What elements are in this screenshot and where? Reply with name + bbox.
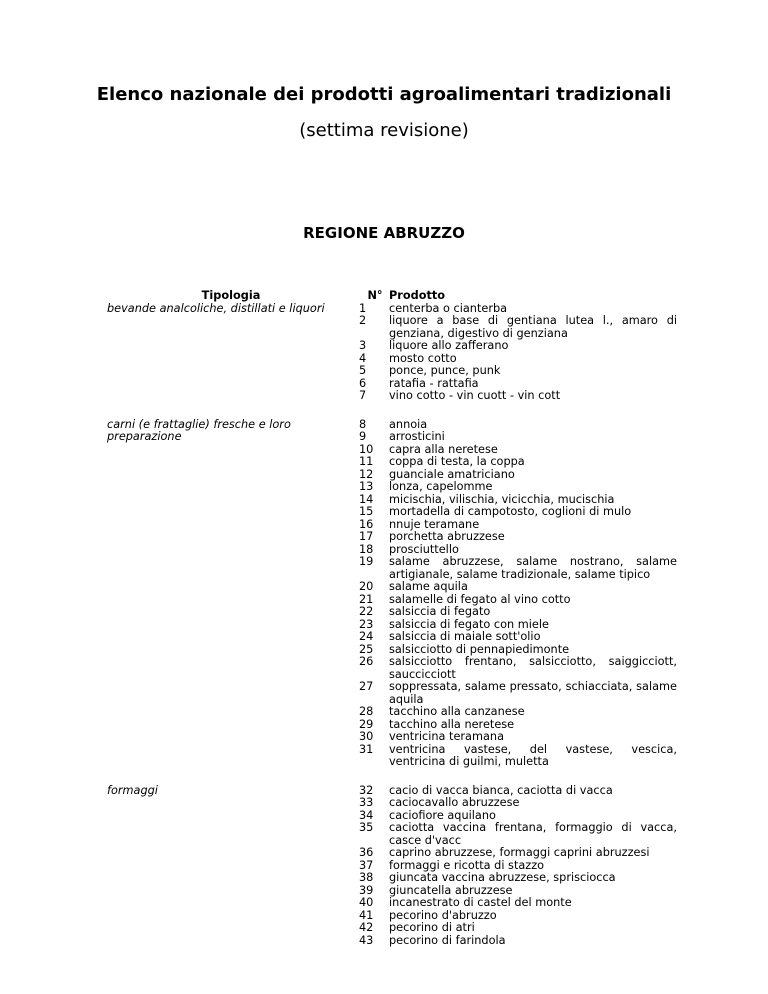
product-number: 25 — [359, 642, 374, 656]
product-number: 20 — [359, 580, 374, 593]
category-label: formaggi — [107, 783, 158, 797]
table-row — [355, 706, 677, 719]
product-name: tacchino alla canzanese — [389, 705, 525, 718]
product-number: 1 — [359, 301, 367, 315]
table-row — [355, 744, 677, 769]
product-rows — [355, 785, 677, 948]
product-number: 4 — [359, 351, 367, 365]
product-name: micischia, vilischia, vicicchia, mucischia — [389, 492, 615, 506]
product-number: 7 — [359, 389, 367, 402]
product-number: 42 — [359, 921, 374, 934]
product-number: 21 — [359, 592, 374, 606]
product-name: ratafia - rattafia — [389, 376, 479, 390]
table-row — [355, 365, 677, 378]
product-number: 22 — [359, 605, 374, 618]
product-name: soppressata, salame pressato, schiacciata, salame aquila — [389, 680, 677, 706]
product-number: 41 — [359, 908, 374, 922]
table-row — [355, 731, 677, 744]
category-group — [107, 303, 677, 403]
product-name: arrosticini — [389, 430, 445, 443]
category-group — [107, 419, 677, 769]
product-name: ventricina teramana — [389, 730, 504, 743]
products-table — [107, 290, 677, 947]
page-title: Elenco nazionale dei prodotti agroalimentari tradizionali — [96, 84, 672, 105]
category-group — [107, 785, 677, 948]
table-row — [355, 315, 677, 340]
product-name: caciotta vaccina frentana, formaggio di vacca, casce d'vacc — [389, 821, 677, 847]
product-number: 16 — [359, 517, 374, 531]
product-number: 34 — [359, 808, 374, 822]
product-number: 43 — [359, 933, 374, 947]
product-number: 33 — [359, 796, 374, 809]
product-number: 13 — [359, 480, 374, 493]
table-header — [107, 290, 677, 303]
table-row — [355, 897, 677, 910]
product-name: pecorino d'abruzzo — [389, 908, 497, 922]
table-row — [355, 606, 677, 619]
product-number: 26 — [359, 655, 374, 668]
product-name: salsicciotto frentano, salsicciotto, saiggicciott, sauccicciott — [389, 655, 677, 681]
table-row — [355, 340, 677, 353]
product-name: capra alla neretese — [389, 442, 498, 456]
product-number: 14 — [359, 492, 374, 506]
product-number: 28 — [359, 705, 374, 718]
product-name: salamelle di fegato al vino cotto — [389, 592, 571, 606]
product-rows — [355, 303, 677, 403]
product-number: 32 — [359, 783, 374, 797]
product-number: 6 — [359, 376, 367, 390]
table-row — [355, 922, 677, 935]
product-name: caciofiore aquilano — [389, 808, 496, 822]
category-label: carni (e frattaglie) fresche e loro preparazione — [107, 417, 291, 443]
product-number: 2 — [359, 314, 367, 327]
header-prodotto: Prodotto — [389, 289, 446, 302]
product-name: tacchino alla neretese — [389, 717, 515, 731]
product-number: 3 — [359, 339, 367, 352]
product-name: mortadella di campotosto, coglioni di mulo — [389, 505, 632, 518]
region-heading: REGIONE ABRUZZO — [303, 224, 465, 242]
table-row — [355, 506, 677, 519]
table-row — [355, 935, 677, 948]
product-number: 10 — [359, 442, 374, 456]
product-name: cacio di vacca bianca, caciotta di vacca — [389, 783, 613, 797]
product-number: 36 — [359, 846, 374, 859]
page-subtitle: (settima revisione) — [299, 120, 469, 141]
product-name: incanestrato di castel del monte — [389, 896, 572, 909]
product-name: ventricina vastese, del vastese, vescica, ventricina di guilmi, muletta — [389, 742, 677, 768]
product-name: lonza, capelomme — [389, 480, 493, 493]
product-number: 23 — [359, 617, 374, 631]
product-name: caprino abruzzese, formaggi caprini abruzzesi — [389, 846, 650, 859]
product-number: 29 — [359, 717, 374, 731]
product-name: giuncata vaccina abruzzese, sprisciocca — [389, 871, 616, 884]
product-name: centerba o cianterba — [389, 301, 508, 315]
product-name: ponce, punce, punk — [389, 364, 501, 377]
product-number: 11 — [359, 455, 374, 468]
table-row — [355, 481, 677, 494]
product-name: salsiccia di fegato con miele — [389, 617, 549, 631]
product-name: porchetta abruzzese — [389, 530, 505, 543]
product-number: 27 — [359, 680, 374, 693]
product-number: 35 — [359, 821, 374, 834]
product-number: 19 — [359, 555, 374, 568]
product-number: 18 — [359, 542, 374, 556]
product-number: 9 — [359, 430, 367, 443]
product-number: 24 — [359, 630, 374, 643]
product-number: 38 — [359, 871, 374, 884]
table-row — [355, 581, 677, 594]
header-numero: N° — [367, 289, 383, 302]
table-row — [355, 456, 677, 469]
product-number: 39 — [359, 883, 374, 897]
product-name: salsicciotto di pennapiedimonte — [389, 642, 570, 656]
table-row — [355, 847, 677, 860]
product-name: annoia — [389, 417, 428, 431]
product-name: salame abruzzese, salame nostrano, salame artigianale, salame tradizionale, salame tipico — [389, 555, 677, 581]
product-name: mosto cotto — [389, 351, 457, 365]
product-number: 37 — [359, 858, 374, 872]
product-name: caciocavallo abruzzese — [389, 796, 520, 809]
table-row — [355, 822, 677, 847]
product-number: 15 — [359, 505, 374, 518]
product-number: 17 — [359, 530, 374, 543]
product-rows — [355, 419, 677, 769]
product-name: guanciale amatriciano — [389, 467, 515, 481]
table-row — [355, 531, 677, 544]
product-number: 30 — [359, 730, 374, 743]
product-number: 8 — [359, 417, 367, 431]
table-row — [355, 656, 677, 681]
product-name: pecorino di atri — [389, 921, 475, 934]
product-name: coppa di testa, la coppa — [389, 455, 525, 468]
table-row — [355, 556, 677, 581]
product-name: nnuje teramane — [389, 517, 480, 531]
product-number: 40 — [359, 896, 374, 909]
table-row — [355, 681, 677, 706]
product-name: pecorino di farindola — [389, 933, 506, 947]
table-row — [355, 431, 677, 444]
product-number: 31 — [359, 742, 374, 756]
category-label: bevande analcoliche, distillati e liquori — [107, 301, 325, 315]
product-name: salsiccia di fegato — [389, 605, 491, 618]
table-row — [355, 390, 677, 403]
table-row — [355, 872, 677, 885]
product-name: giuncatella abruzzese — [389, 883, 513, 897]
product-name: liquore allo zafferano — [389, 339, 509, 352]
product-name: prosciuttello — [389, 542, 459, 556]
product-name: vino cotto - vin cuott - vin cott — [389, 389, 561, 402]
product-number: 5 — [359, 364, 367, 377]
product-name: salame aquila — [389, 580, 468, 593]
table-row — [355, 631, 677, 644]
table-row — [355, 797, 677, 810]
header-tipologia: Tipologia — [201, 289, 261, 302]
product-name: salsiccia di maiale sott'olio — [389, 630, 541, 643]
product-number: 12 — [359, 467, 374, 481]
table-body — [107, 303, 677, 948]
product-name: formaggi e ricotta di stazzo — [389, 858, 545, 872]
product-name: liquore a base di gentiana lutea l., amaro di genziana, digestivo di genziana — [389, 314, 677, 340]
